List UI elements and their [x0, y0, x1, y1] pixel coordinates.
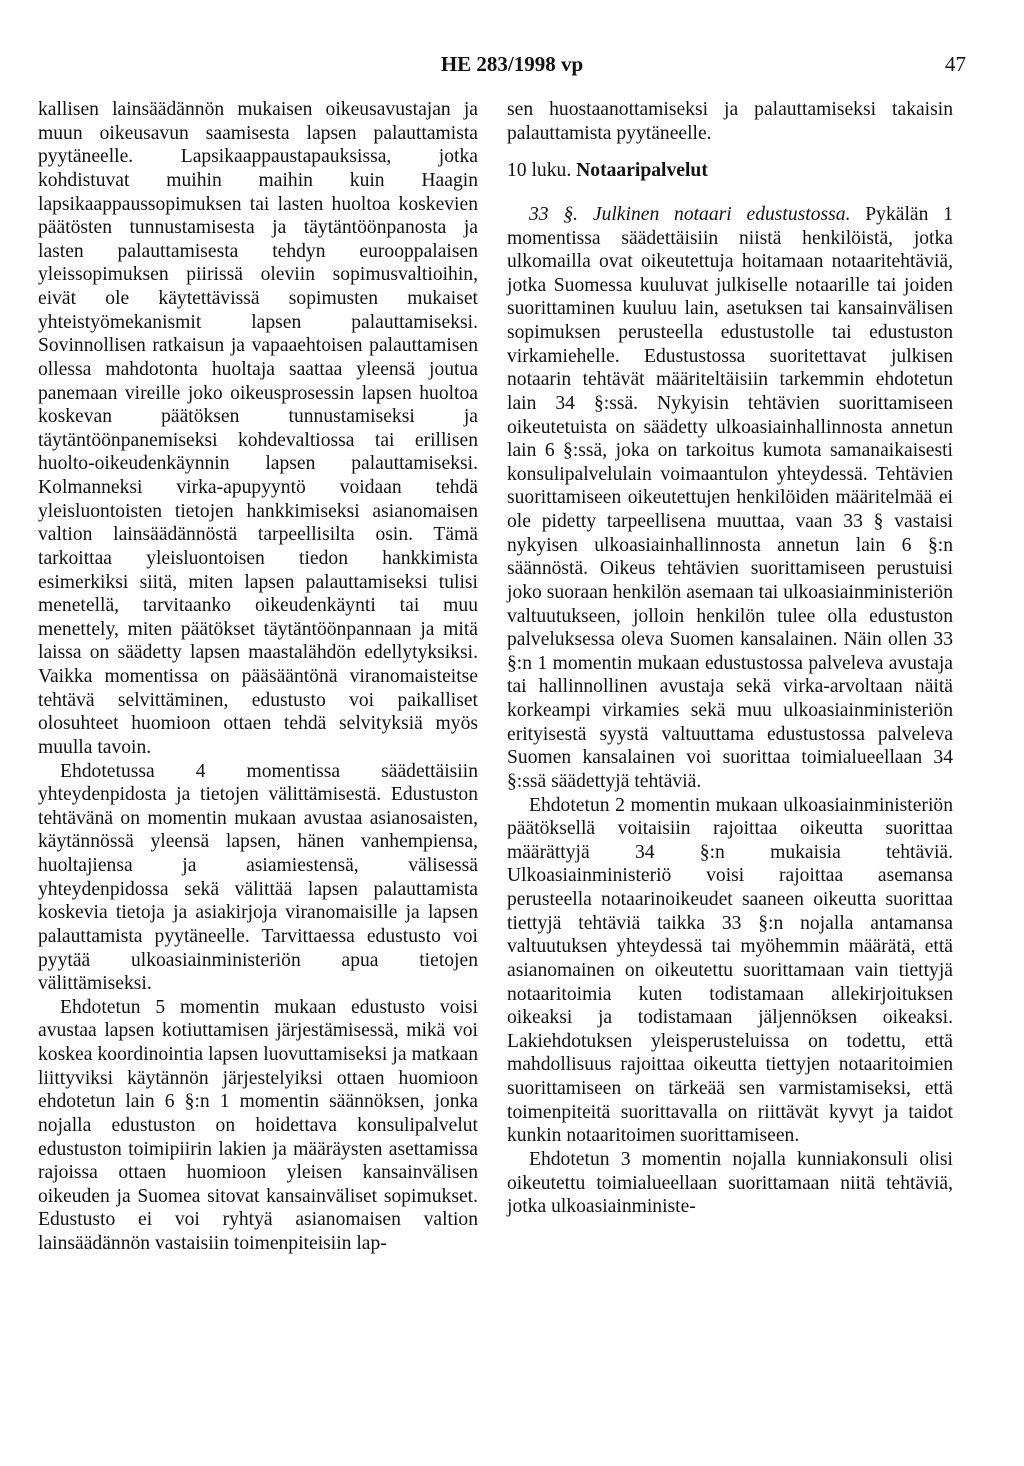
section-heading: 33 §. Julkinen notaari edustustossa. — [529, 203, 851, 225]
document-id: HE 283/1998 vp — [440, 52, 584, 76]
left-paragraph-2: Ehdotetussa 4 momentissa säädettäisiin yhteydenpidosta ja tietojen välittämisestä. Edustuston tehtävänä on momentin mukaan avustaa asianosaisten, käytännössä yleensä lapsen, hänen vanhempiensa, huoltajiensa ja asiamiestensä, välisessä yhteydenpidossa sekä välittää lapsen palauttamista koskevia tietoja ja asiakirjoja viranomaisille ja lapsen palauttamista pyytäneelle. Tarvittaessa edustusto voi pyytää ulkoasiainministeriön apua tietojen välittämiseksi. — [38, 760, 478, 995]
page-number: 47 — [945, 52, 966, 76]
right-column — [507, 98, 953, 1219]
right-paragraph-2: Ehdotetun 2 momentin mukaan ulkoasiainministeriön päätöksellä voitaisiin rajoittaa oikeutta suorittaa määrättyjä 34 §:n mukaisia tehtäviä. Ulkoasiainministeriö voisi rajoittaa asemansa perusteella notaarinoikeudet saaneen oikeutta suorittaa tiettyjä tehtäviä taikka 33 §:n nojalla antamansa valtuutuksen yhteydessä tai myöhemmin määrätä, että asianomainen on oikeutettu suorittamaan vain tiettyjä notaaritoimia kuten todistamaan allekirjoituksen oikeaksi ja todistamaan jäljennöksen oikeaksi. Lakiehdotuksen yleisperusteluissa on todettu, että mahdollisuus rajoittaa oikeutta tiettyjen notaaritoimien suorittamiseen on tärkeää sen varmistamiseksi, että toimenpiteitä suorittavalla on riittävät kyvyt ja taidot kunkin notaaritoimen suorittamiseen. — [507, 794, 953, 1147]
page-header — [0, 52, 1024, 82]
chapter-number: 10 luku. — [507, 160, 572, 182]
left-paragraph-3: Ehdotetun 5 momentin mukaan edustusto voisi avustaa lapsen kotiuttamisen järjestämisessä, mikä voi koskea koordinointia lapsen luovuttamiseksi ja matkaan liittyviksi käytännön järjestelyiksi ottaen huomioon ehdotetun lain 6 §:n 1 momentin säännöksen, jonka nojalla edustuston on hoidettava konsulipalvelut edustuston toimipiirin lakien ja määräysten asettamissa rajoissa ottaen huomioon yleisen kansainvälisen oikeuden ja Suomea sitovat kansainväliset sopimukset. Edustusto ei voi ryhtyä asianomaisen valtion lainsäädännön vastaisiin toimenpiteisiin lap- — [38, 996, 478, 1254]
right-paragraph-3: Ehdotetun 3 momentin nojalla kunniakonsuli olisi oikeutettu toimialueellaan suorittamaan niitä tehtäviä, jotka ulkoasiainministe- — [507, 1148, 953, 1218]
left-column — [38, 98, 478, 1256]
right-intro-paragraph: sen huostaanottamiseksi ja palauttamiseksi takaisin palauttamista pyytäneelle. — [507, 99, 953, 144]
right-paragraph-1-text: Pykälän 1 momentissa säädettäisiin niistä henkilöistä, jotka ulkomailla ovat oikeutettuja hoitamaan notaaritehtäviä, jotka Suomessa kuuluvat julkiselle notaarille tai joiden suorittaminen kuuluu lain, asetuksen tai kansainvälisen sopimuksen perusteella edustustolle tai edustuston virkamiehelle. Edustustossa suoritettavat julkisen notaarin tehtävät määriteltäisiin tarkemmin ehdotetun lain 34 §:ssä. Nykyisin tehtävien suorittamiseen oikeutetuista on säädetty ulkoasiainhallinnosta annetun lain 6 §:ssä, joka on tarkoitus kumota samanaikaisesti konsulipalvelulain voimaantulon yhteydessä. Tehtävien suorittamiseen oikeutettujen henkilöiden määritelmää ei ole pidetty tarpeellisena muuttaa, vaan 33 § vastaisi nykyisen ulkoasiainhallinnosta annetun lain 6 §:n säännöstä. Oikeus tehtävien suorittamiseen perustuisi joko suoraan henkilön asemaan tai ulkoasiainministeriön valtuutukseen, jolloin henkilön tulee olla edustuston palveluksessa oleva Suomen kansalainen. Näin ollen 33 §:n 1 momentin mukaan edustustossa palveleva avustaja tai hallinnollinen avustaja sekä virka-arvoltaan näitä korkeampi virkamies sekä muu ulkoasiainministeriön erityisestä syystä valtuuttama edustustossa palveleva Suomen kansalainen voi suorittaa toimialueellaan 34 §:ssä säädettyjä tehtäviä. — [507, 203, 953, 792]
left-paragraph-1: kallisen lainsäädännön mukaisen oikeusavustajan ja muun oikeusavun saamisesta lapsen palauttamista pyytäneelle. Lapsikaappaustapauksissa, jotka kohdistuvat muihin maihin kuin Haagin lapsikaappaussopimuksen tai lasten huoltoa koskevien päätösten tunnustamisesta ja täytäntöönpanosta ja lasten palauttamisesta tehdyn eurooppalaisen yleissopimuksen piirissä oleviin sopimusvaltioihin, eivät ole käytettävissä sopimusten mukaiset yhteistyömekanismit lapsen palauttamiseksi. Sovinnollisen ratkaisun ja vapaaehtoisen palauttamisen ollessa mahdotonta huoltaja saattaa yleensä joutua panemaan vireille joko oikeusprosessin lapsen huoltoa koskevan päätöksen tunnustamiseksi ja täytäntöönpanemiseksi kohdevaltiossa tai erillisen huolto-oikeudenkäynnin lapsen palauttamiseksi. Kolmanneksi virka-apupyyntö voidaan tehdä yleisluontoisten tietojen hankkimiseksi asianomaisen valtion lainsäädännöstä tarpeellisilta osin. Tämä tarkoittaa yleisluontoisen tiedon hankkimista esimerkiksi siitä, miten lapsen palauttamiseksi tulisi menetellä, tarvitaanko oikeudenkäynti tai muu menettely, miten päätökset täytäntöönpannaan ja mitä laissa on säädetty lapsen maastalähdön edellytyksiksi. Vaikka momentissa on pääsääntönä viranomaisteitse tehtävä selvittäminen, edustusto voi paikalliset olosuhteet huomioon ottaen tehdä selvityksiä myös muulla tavoin. — [38, 99, 478, 758]
chapter-heading — [507, 159, 953, 183]
chapter-title: Notaaripalvelut — [576, 160, 708, 182]
right-paragraph-1 — [507, 203, 953, 794]
